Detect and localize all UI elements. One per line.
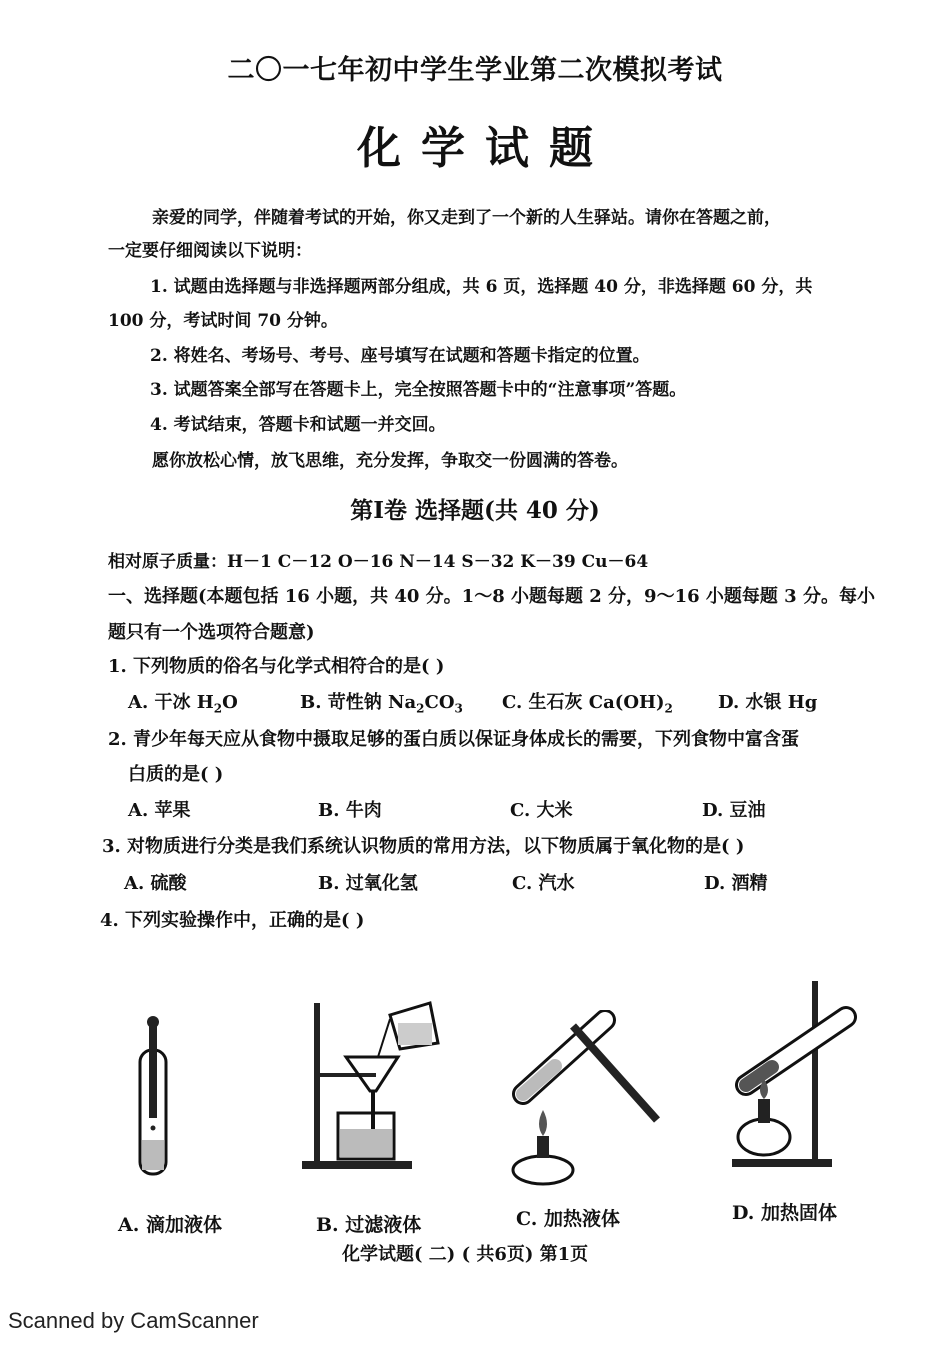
part-heading-cont: 题只有一个选项符合题意): [108, 622, 315, 643]
figure-b-label: B. 过滤液体: [316, 1214, 422, 1236]
rule-1-cont: 100 分，考试时间 70 分钟。: [108, 311, 338, 331]
intro-line-2: 一定要仔细阅读以下说明：: [108, 241, 312, 261]
question-2-stem-cont: 白质的是( ): [128, 764, 224, 785]
question-1-option-c: C. 生石灰 $Ca(OH)_2$: [502, 692, 673, 716]
figure-c-heating-liquid: [505, 1010, 675, 1190]
atomic-masses: 相对原子质量：H－1 C－12 O－16 N－14 S－32 K－39 Cu－64: [108, 552, 649, 572]
figure-d-heating-solid: [728, 975, 858, 1170]
intro-line-1: 亲爱的同学，伴随着考试的开始，你又走到了一个新的人生驿站。请你在答题之前，: [152, 208, 781, 228]
figure-b-filtering-liquid: [298, 995, 448, 1175]
part-heading: 一、选择题(本题包括 16 小题，共 40 分。1～8 小题每题 2 分，9～16 小题每题 3 分。每小: [108, 586, 875, 607]
question-2-option-b: B. 牛肉: [318, 800, 382, 821]
rule-1: 1. 试题由选择题与非选择题两部分组成，共 6 页，选择题 40 分，非选择题 60 分，共: [150, 277, 813, 297]
exam-title: 二〇一七年初中学生学业第二次模拟考试: [227, 55, 723, 86]
question-3-option-a: A. 硫酸: [124, 873, 187, 894]
question-4-stem: 4. 下列实验操作中，正确的是( ): [100, 910, 365, 931]
question-2-option-c: C. 大米: [510, 800, 573, 821]
question-3-option-c: C. 汽水: [512, 873, 575, 894]
figure-d-label: D. 加热固体: [732, 1202, 838, 1224]
scanner-watermark: Scanned by CamScanner: [8, 1308, 259, 1333]
question-2-stem: 2. 青少年每天应从食物中摄取足够的蛋白质以保证身体成长的需要，下列食物中富含蛋: [108, 729, 800, 750]
figure-c-label: C. 加热液体: [516, 1208, 621, 1230]
rule-4: 4. 考试结束，答题卡和试题一并交回。: [150, 415, 446, 435]
question-1-option-a: A. 干冰 $H_2O$: [128, 692, 238, 716]
rule-3: 3. 试题答案全部写在答题卡上，完全按照答题卡中的“注意事项”答题。: [150, 380, 687, 400]
figure-a-label: A. 滴加液体: [118, 1214, 222, 1236]
figure-a-dropping-liquid: [120, 1010, 190, 1180]
question-1-stem: 1. 下列物质的俗名与化学式相符合的是( ): [108, 656, 445, 677]
question-2-option-a: A. 苹果: [128, 800, 191, 821]
question-1-option-b: B. 苛性钠 $Na_2CO_3$: [300, 692, 463, 716]
question-3-option-d: D. 酒精: [704, 873, 768, 894]
question-1-option-d: D. 水银 Hg: [718, 692, 818, 713]
question-3-option-b: B. 过氧化氢: [318, 873, 418, 894]
intro-closing: 愿你放松心情，放飞思维，充分发挥，争取交一份圆满的答卷。: [152, 451, 628, 471]
section-title: 第Ⅰ卷 选择题(共 40 分): [350, 497, 600, 524]
question-3-stem: 3. 对物质进行分类是我们系统认识物质的常用方法，以下物质属于氧化物的是( ): [102, 836, 745, 857]
page-title: 化学试题: [357, 123, 613, 174]
question-2-option-d: D. 豆油: [702, 800, 766, 821]
page-footer: 化学试题( 二) ( 共6页) 第1页: [342, 1244, 589, 1265]
rule-2: 2. 将姓名、考场号、考号、座号填写在试题和答题卡指定的位置。: [150, 346, 650, 366]
